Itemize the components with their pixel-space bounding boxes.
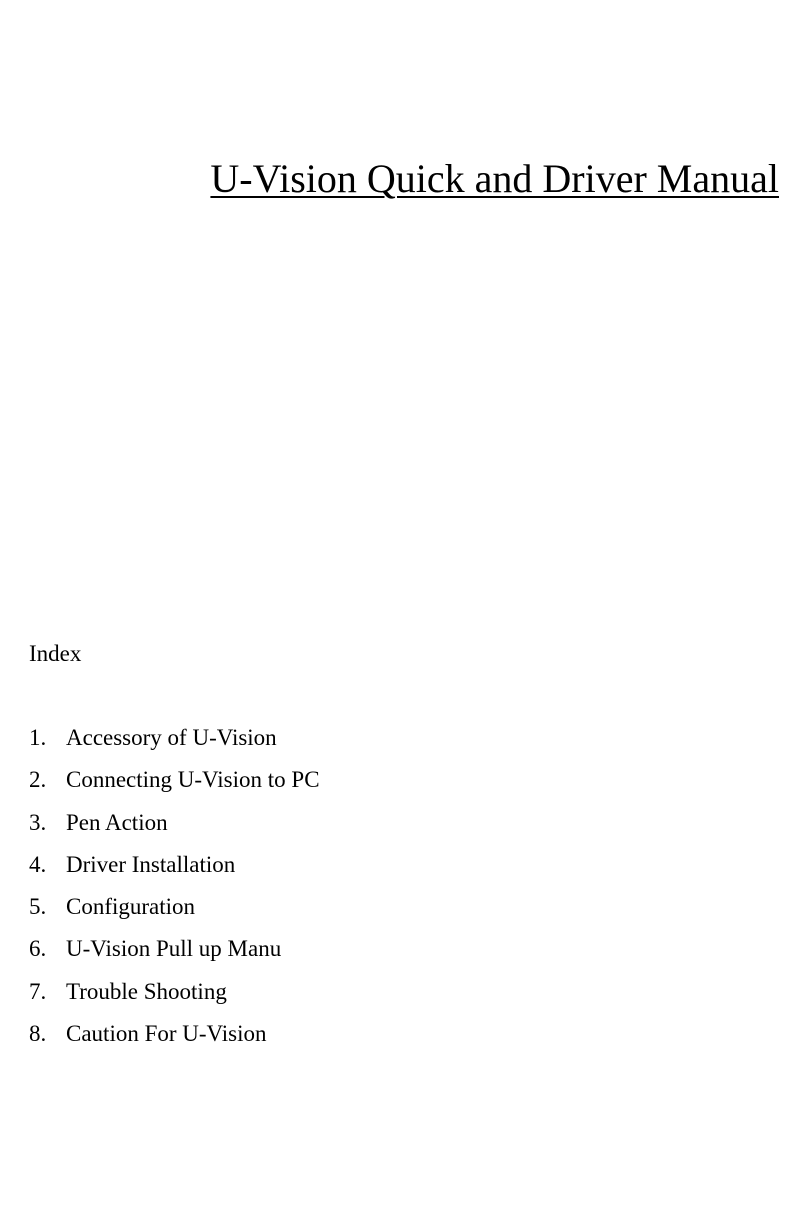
page-title: U-Vision Quick and Driver Manual [210, 156, 779, 201]
toc-item-number: 3. [29, 809, 47, 835]
toc-item-number: 4. [29, 851, 47, 877]
toc-item-trouble-shooting [29, 977, 320, 1019]
index-heading: Index [29, 641, 82, 666]
toc-item-connecting [29, 765, 320, 807]
toc-item-number: 5. [29, 894, 47, 920]
toc-item-pen-action [29, 808, 320, 850]
toc-item-number: 1. [29, 725, 47, 750]
toc-item-label: Trouble Shooting [66, 978, 227, 1004]
toc-item-driver-installation [29, 850, 320, 892]
toc-item-label: Caution For U-Vision [66, 1021, 267, 1047]
toc-item-number: 8. [29, 1021, 47, 1047]
toc-item-label: Driver Installation [66, 851, 236, 877]
toc-item-number: 7. [29, 978, 47, 1004]
toc-item-label: Configuration [66, 894, 196, 920]
toc-item-number: 6. [29, 936, 47, 962]
table-of-contents [29, 723, 320, 1061]
toc-item-label: Pen Action [66, 809, 168, 835]
toc-item-label: Accessory of U-Vision [66, 725, 277, 750]
toc-item-number: 2. [29, 767, 47, 793]
toc-item-accessory [29, 723, 320, 765]
toc-item-caution [29, 1019, 320, 1061]
toc-item-configuration [29, 892, 320, 934]
toc-item-label: Connecting U-Vision to PC [66, 767, 320, 793]
toc-item-label: U-Vision Pull up Manu [66, 936, 282, 962]
toc-item-pull-up-menu [29, 934, 320, 976]
